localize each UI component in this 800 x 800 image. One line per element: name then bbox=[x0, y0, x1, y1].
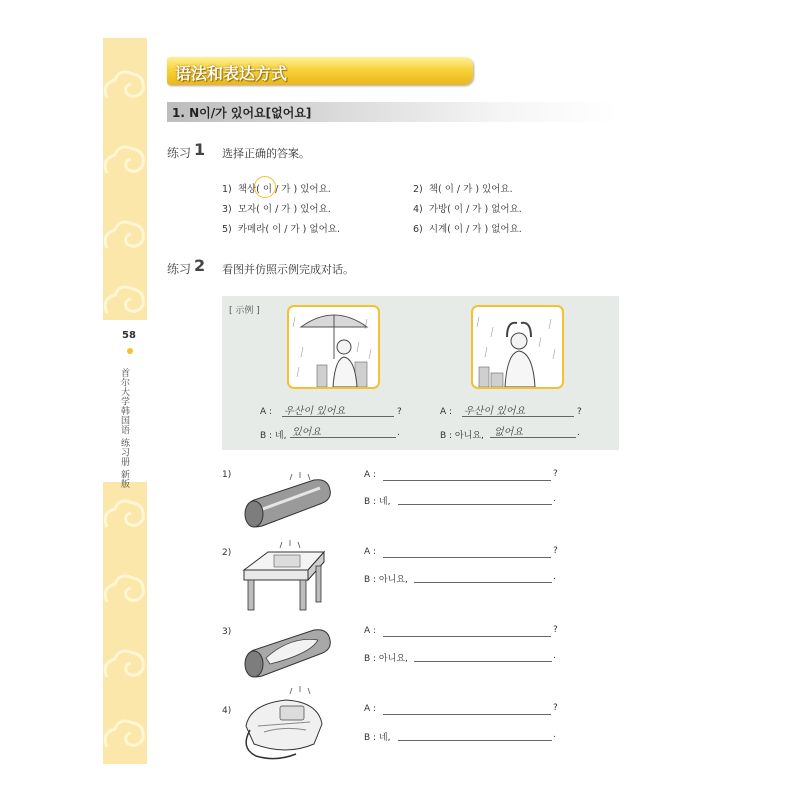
item-number: 5) bbox=[222, 224, 232, 235]
cloud-ornament-icon bbox=[103, 707, 147, 759]
section-title: 语法和表达方式 bbox=[175, 64, 288, 83]
bag-icon bbox=[236, 686, 332, 762]
margin-strip-top bbox=[103, 38, 147, 320]
item-number: 3) bbox=[222, 204, 232, 215]
example-right-a-end: ? bbox=[577, 407, 582, 417]
example-left-a-label: A : bbox=[260, 407, 273, 417]
question-number: 1) bbox=[222, 470, 232, 480]
answer-line bbox=[490, 437, 576, 438]
cloud-ornament-icon bbox=[103, 58, 147, 110]
item-text: 모자( 이 / 가 ) 있어요. bbox=[237, 204, 331, 215]
example-right-a-label: A : bbox=[440, 407, 453, 417]
q3-b-answer-line[interactable] bbox=[414, 661, 552, 662]
item-text: 책( 이 / 가 ) 있어요. bbox=[428, 184, 513, 195]
exercise1-item[interactable] bbox=[222, 221, 340, 235]
empty-pencil-case-icon bbox=[240, 620, 336, 684]
page-dot bbox=[127, 348, 133, 354]
item-number: 4) bbox=[413, 204, 423, 215]
q2-a-end: ? bbox=[553, 546, 558, 556]
example-right-a-answer: 우산이 있어요 bbox=[464, 406, 526, 417]
desk-icon bbox=[238, 540, 330, 616]
q1-b-answer-line[interactable] bbox=[398, 504, 552, 505]
item-number: 6) bbox=[413, 224, 423, 235]
cloud-ornament-icon bbox=[103, 133, 147, 185]
item-text: 가방( 이 / 가 ) 없어요. bbox=[428, 204, 522, 215]
q3-a-answer-line[interactable] bbox=[383, 636, 551, 637]
example-left-b-answer: 있어요 bbox=[292, 427, 321, 438]
cloud-ornament-icon bbox=[103, 637, 147, 689]
example-right-b-answer: 없어요 bbox=[494, 427, 523, 438]
example-right-b-label: B : 아니요, bbox=[440, 431, 484, 441]
example-left-a-end: ? bbox=[397, 407, 402, 417]
item-text: 책상( 이 / 가 ) 있어요. bbox=[237, 184, 331, 195]
example-tag: [ 示例 ] bbox=[229, 306, 260, 316]
q1-a-end: ? bbox=[553, 469, 558, 479]
q3-a-label: A : bbox=[364, 626, 377, 636]
exercise2-label: 练习 bbox=[167, 262, 192, 276]
exercise1-item[interactable] bbox=[222, 181, 331, 195]
exercise1-item[interactable] bbox=[413, 181, 513, 195]
item-number: 1) bbox=[222, 184, 232, 195]
example-left-a-answer: 우산이 있어요 bbox=[284, 406, 346, 417]
item-text: 카메라( 이 / 가 ) 없어요. bbox=[237, 224, 340, 235]
q3-a-end: ? bbox=[553, 625, 558, 635]
exercise1-number: 1 bbox=[194, 140, 206, 159]
q4-a-answer-line[interactable] bbox=[383, 714, 551, 715]
exercise1-label: 练习 bbox=[167, 146, 192, 160]
q2-b-label: B : 아니요, bbox=[364, 575, 408, 585]
exercise1-item[interactable] bbox=[413, 221, 522, 235]
q2-a-label: A : bbox=[364, 547, 377, 557]
woman-with-umbrella-illustration bbox=[287, 305, 380, 389]
item-text: 시계( 이 / 가 ) 없어요. bbox=[428, 224, 522, 235]
q4-b-end: . bbox=[553, 730, 556, 740]
q1-a-label: A : bbox=[364, 470, 377, 480]
q4-b-answer-line[interactable] bbox=[398, 740, 552, 741]
answer-line bbox=[462, 416, 574, 417]
q2-b-answer-line[interactable] bbox=[414, 582, 552, 583]
pencil-case-icon bbox=[240, 470, 336, 534]
q2-b-end: . bbox=[553, 572, 556, 582]
man-without-umbrella-illustration bbox=[471, 305, 564, 389]
cloud-ornament-icon bbox=[103, 208, 147, 260]
exercise1-item[interactable] bbox=[222, 201, 331, 215]
item-number: 2) bbox=[413, 184, 423, 195]
q2-a-answer-line[interactable] bbox=[383, 557, 551, 558]
question-number: 4) bbox=[222, 706, 232, 716]
book-title-vertical: 首尔大学韩国语 练习册 新版 bbox=[119, 368, 129, 489]
q3-b-label: B : 아니요, bbox=[364, 654, 408, 664]
question-number: 3) bbox=[222, 627, 232, 637]
question-number: 2) bbox=[222, 548, 232, 558]
exercise2-number: 2 bbox=[194, 256, 206, 275]
grammar-title: 1. N이/가 있어요[없어요] bbox=[172, 106, 312, 120]
umbrella-icon bbox=[289, 307, 378, 387]
cloud-ornament-icon bbox=[103, 273, 147, 320]
exercise1-instruction: 选择正确的答案。 bbox=[222, 147, 310, 160]
q1-a-answer-line[interactable] bbox=[383, 480, 551, 481]
answer-line bbox=[282, 416, 394, 417]
q1-b-label: B : 네, bbox=[364, 497, 391, 507]
cloud-ornament-icon bbox=[103, 562, 147, 614]
rain-icon bbox=[473, 307, 562, 387]
cloud-ornament-icon bbox=[103, 487, 147, 539]
q4-a-end: ? bbox=[553, 703, 558, 713]
example-left-b-label: B : 네, bbox=[260, 431, 287, 441]
answer-line bbox=[290, 437, 396, 438]
q4-b-label: B : 네, bbox=[364, 733, 391, 743]
q3-b-end: . bbox=[553, 651, 556, 661]
example-right-b-end: . bbox=[577, 428, 580, 438]
example-left-b-end: . bbox=[397, 428, 400, 438]
margin-strip-bottom bbox=[103, 482, 147, 764]
q1-b-end: . bbox=[553, 494, 556, 504]
page-number: 58 bbox=[122, 330, 136, 341]
exercise2-instruction: 看图并仿照示例完成对话。 bbox=[222, 263, 354, 276]
q4-a-label: A : bbox=[364, 704, 377, 714]
exercise1-item[interactable] bbox=[413, 201, 522, 215]
